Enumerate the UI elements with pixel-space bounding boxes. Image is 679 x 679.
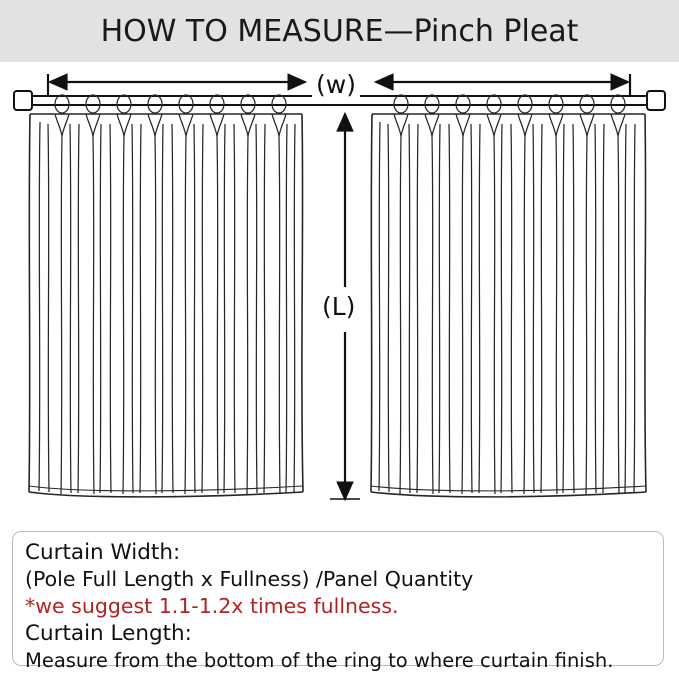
curtain-width-heading: Curtain Width: [25,540,181,565]
right-panel-pleats [394,114,625,136]
curtain-length-note: Measure from the bottom of the ring to where curtain finish. [25,649,614,672]
measurement-info-box [12,531,664,672]
title-bar [0,0,679,62]
fullness-suggestion-note: *we suggest 1.1-1.2x times fullness. [25,594,399,618]
curtain-width-formula: (Pole Full Length x Fullness) /Panel Quantity [25,567,474,591]
diagram-stage [0,62,679,532]
page-title: HOW TO MEASURE—Pinch Pleat [100,13,579,49]
right-curtain-panel [371,95,646,497]
left-curtain-panel [29,95,303,497]
left-panel-pleats [55,114,286,136]
width-dimension-label: (w) [312,70,360,99]
curtain-length-heading: Curtain Length: [25,621,192,646]
length-dimension-label: (L) [318,292,359,321]
